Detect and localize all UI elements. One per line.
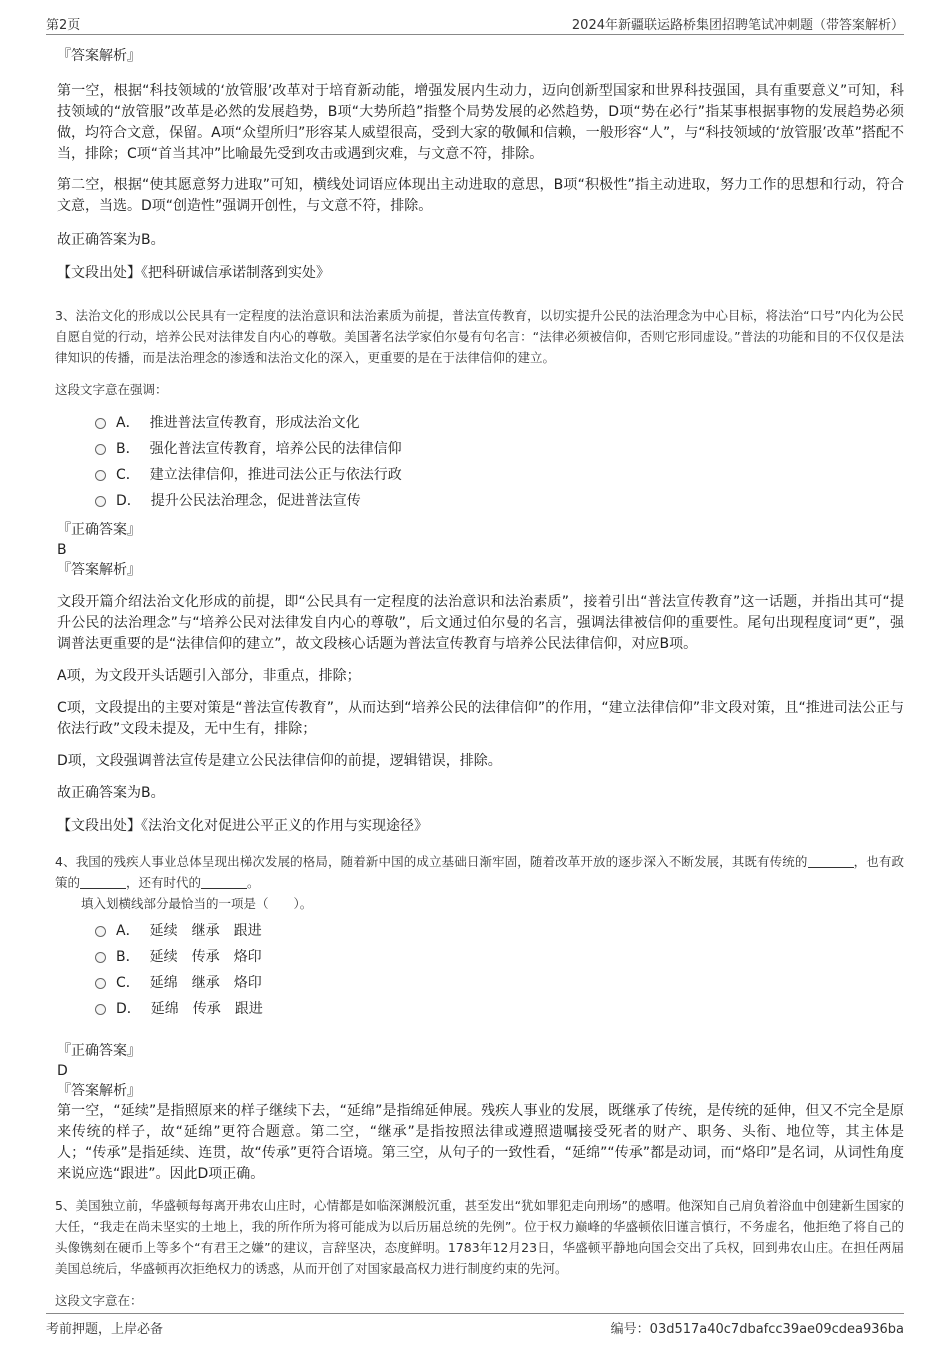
q4-options bbox=[57, 918, 904, 1022]
q3-option-d[interactable]: D． 提升公民法治理念，促进普法宣传 bbox=[57, 488, 904, 514]
page-number: 第2页 bbox=[46, 18, 81, 33]
radio-icon[interactable] bbox=[95, 496, 106, 507]
q4-prompt: 填入划横线部分最恰当的一项是（ ）。 bbox=[81, 896, 313, 911]
q4-stem: 4、我国的残疾人事业总体呈现出梯次发展的格局，随着新中国的成立基础日渐牢固，随着改革开放的逐步深入不断发展，其既有传统的 ，也有政策的 ，还有时代的 。 bbox=[55, 854, 904, 890]
q4-blank-2 bbox=[80, 874, 126, 889]
q3-analysis-paragraph-2: A项，为文段开头话题引入部分，非重点，排除； bbox=[57, 668, 361, 684]
q3-options bbox=[57, 410, 904, 514]
q4-analysis-label: 『答案解析』 bbox=[57, 1083, 141, 1099]
q3-analysis-paragraph-3: C项，文段提出的主要对策是“普法宣传教育”，从而达到“培养公民的法律信仰”的作用，“建立法律信仰”非文段对策，且“推进司法公正与依法行政”文段未提及，无中生有，排除； bbox=[57, 700, 904, 737]
document-title: 2024年新疆联运路桥集团招聘笔试冲刺题（带答案解析） bbox=[571, 18, 904, 33]
q2-source: 【文段出处】《把科研诚信承诺制落到实处》 bbox=[57, 265, 330, 281]
q2-conclusion: 故正确答案为B。 bbox=[57, 232, 165, 248]
q4-option-d[interactable]: D． 延绵 传承 跟进 bbox=[57, 996, 904, 1022]
q3-answer: B bbox=[57, 542, 67, 558]
q4-blank-3 bbox=[201, 874, 247, 889]
q3-prompt: 这段文字意在强调： bbox=[55, 382, 168, 397]
q4-blank-1 bbox=[808, 853, 854, 868]
radio-icon[interactable] bbox=[95, 470, 106, 481]
radio-icon[interactable] bbox=[95, 418, 106, 429]
page-content bbox=[57, 44, 904, 1311]
radio-icon[interactable] bbox=[95, 926, 106, 937]
q2-analysis-label: 『答案解析』 bbox=[57, 48, 141, 64]
q3-option-b[interactable]: B． 强化普法宣传教育，培养公民的法律信仰 bbox=[57, 436, 904, 462]
page-footer bbox=[46, 1313, 904, 1337]
q3-analysis-paragraph-1: 文段开篇介绍法治文化形成的前提，即“公民具有一定程度的法治意识和法治素质”，接着引出“普法宣传教育”这一话题，并指出其可“提升公民的法治理念”与“培养公民对法律发自内心的尊敬”，后文通过伯尔曼的名言，强调法律被信仰的重要性。尾句出现程度词“更”，强调普法更重要的是“法律信仰的建立”，故文段核心话题为普法宣传教育与培养公民法律信仰，对应B项。 bbox=[57, 594, 904, 652]
q3-source: 【文段出处】《法治文化对促进公平正义的作用与实现途径》 bbox=[57, 818, 428, 834]
q4-option-a[interactable]: A． 延续 继承 跟进 bbox=[57, 918, 904, 944]
q3-conclusion: 故正确答案为B。 bbox=[57, 785, 165, 801]
radio-icon[interactable] bbox=[95, 978, 106, 989]
q3-analysis-paragraph-4: D项，文段强调普法宣传是建立公民法律信仰的前提，逻辑错误，排除。 bbox=[57, 753, 502, 769]
q2-analysis-paragraph-1: 第一空，根据“科技领域的‘放管服’改革对于培育新动能，增强发展内生动力，迈向创新型国家和世界科技强国，具有重要意义”可知，科技领域的“放管服”改革是必然的发展趋势，B项“大势所趋”指整个局势发展的必然趋势，D项“势在必行”指某事根据事物的发展趋势必须做，均符合文意，保留。A项“众望所归”形容某人威望很高，受到大家的敬佩和信赖，一般形容“人”，与“科技领域的‘放管服’改革”搭配不当，排除；C项“首当其冲”比喻最先受到攻击或遇到灾难，与文意不符，排除。 bbox=[57, 83, 904, 162]
q4-option-b[interactable]: B． 延续 传承 烙印 bbox=[57, 944, 904, 970]
radio-icon[interactable] bbox=[95, 444, 106, 455]
q4-analysis-paragraph: 第一空，“延续”是指照原来的样子继续下去，“延绵”是指绵延伸展。残疾人事业的发展，既继承了传统，是传统的延伸，但又不完全是原来传统的样子，故“延绵”更符合题意。第二空，“继承”是指按照法律或遵照遗嘱接受死者的财产、职务、头衔、地位等，其主体是人；“传承”是指延续、连贯，故“传承”更符合语境。第三空，从句子的一致性看，“延绵”“传承”都是动词，而“烙印”是名词，从词性角度来说应选“跟进”。因此D项正确。 bbox=[57, 1103, 904, 1182]
q3-stem: 3、法治文化的形成以公民具有一定程度的法治意识和法治素质为前提，普法宣传教育，以切实提升公民的法治理念为中心目标，将法治“口号”内化为公民自愿自觉的行动，培养公民对法律发自内心的尊敬。美国著名法学家伯尔曼有句名言：“法律必须被信仰，否则它形同虚设。”普法的功能和目的不仅仅是法律知识的传播，而是法治理念的渗透和法治文化的深入，更重要的是在于法律信仰的建立。 bbox=[55, 308, 904, 365]
footer-code: 编号：03d517a40c7dbafcc39ae09cdea936ba bbox=[610, 1322, 904, 1337]
q3-option-a[interactable]: A． 推进普法宣传教育，形成法治文化 bbox=[57, 410, 904, 436]
q5-stem: 5、美国独立前，华盛顿每每离开弗农山庄时，心情都是如临深渊般沉重，甚至发出“犹如罪犯走向刑场”的感喟。他深知自己肩负着浴血中创建新生国家的大任，“我走在尚未坚实的土地上，我的所作所为将可能成为以后历届总统的先例”。位于权力巅峰的华盛顿依旧谨言慎行，不务虚名，他拒绝了将自己的头像镌刻在硬币上等多个“有君王之嫌”的建议，言辞坚决，态度鲜明。1783年12月23日，华盛顿平静地向国会交出了兵权，回到弗农山庄。在担任两届美国总统后，华盛顿再次拒绝权力的诱惑，从而开创了对国家最高权力进行制度约束的先河。 bbox=[55, 1198, 904, 1276]
radio-icon[interactable] bbox=[95, 952, 106, 963]
q2-analysis-paragraph-2: 第二空，根据“使其愿意努力进取”可知，横线处词语应体现出主动进取的意思，B项“积极性”指主动进取，努力工作的思想和行动，符合文意，当选。D项“创造性”强调开创性，与文意不符，排除。 bbox=[57, 177, 904, 214]
q4-answer: D bbox=[57, 1063, 68, 1079]
q3-analysis-label: 『答案解析』 bbox=[57, 562, 141, 578]
q5-prompt: 这段文字意在： bbox=[55, 1293, 143, 1308]
q4-option-c[interactable]: C． 延绵 继承 烙印 bbox=[57, 970, 904, 996]
radio-icon[interactable] bbox=[95, 1004, 106, 1015]
page-header bbox=[46, 12, 904, 35]
footer-slogan: 考前押题，上岸必备 bbox=[46, 1322, 164, 1337]
q3-answer-label: 『正确答案』 bbox=[57, 522, 141, 538]
q4-answer-label: 『正确答案』 bbox=[57, 1043, 141, 1059]
q3-option-c[interactable]: C． 建立法律信仰，推进司法公正与依法行政 bbox=[57, 462, 904, 488]
